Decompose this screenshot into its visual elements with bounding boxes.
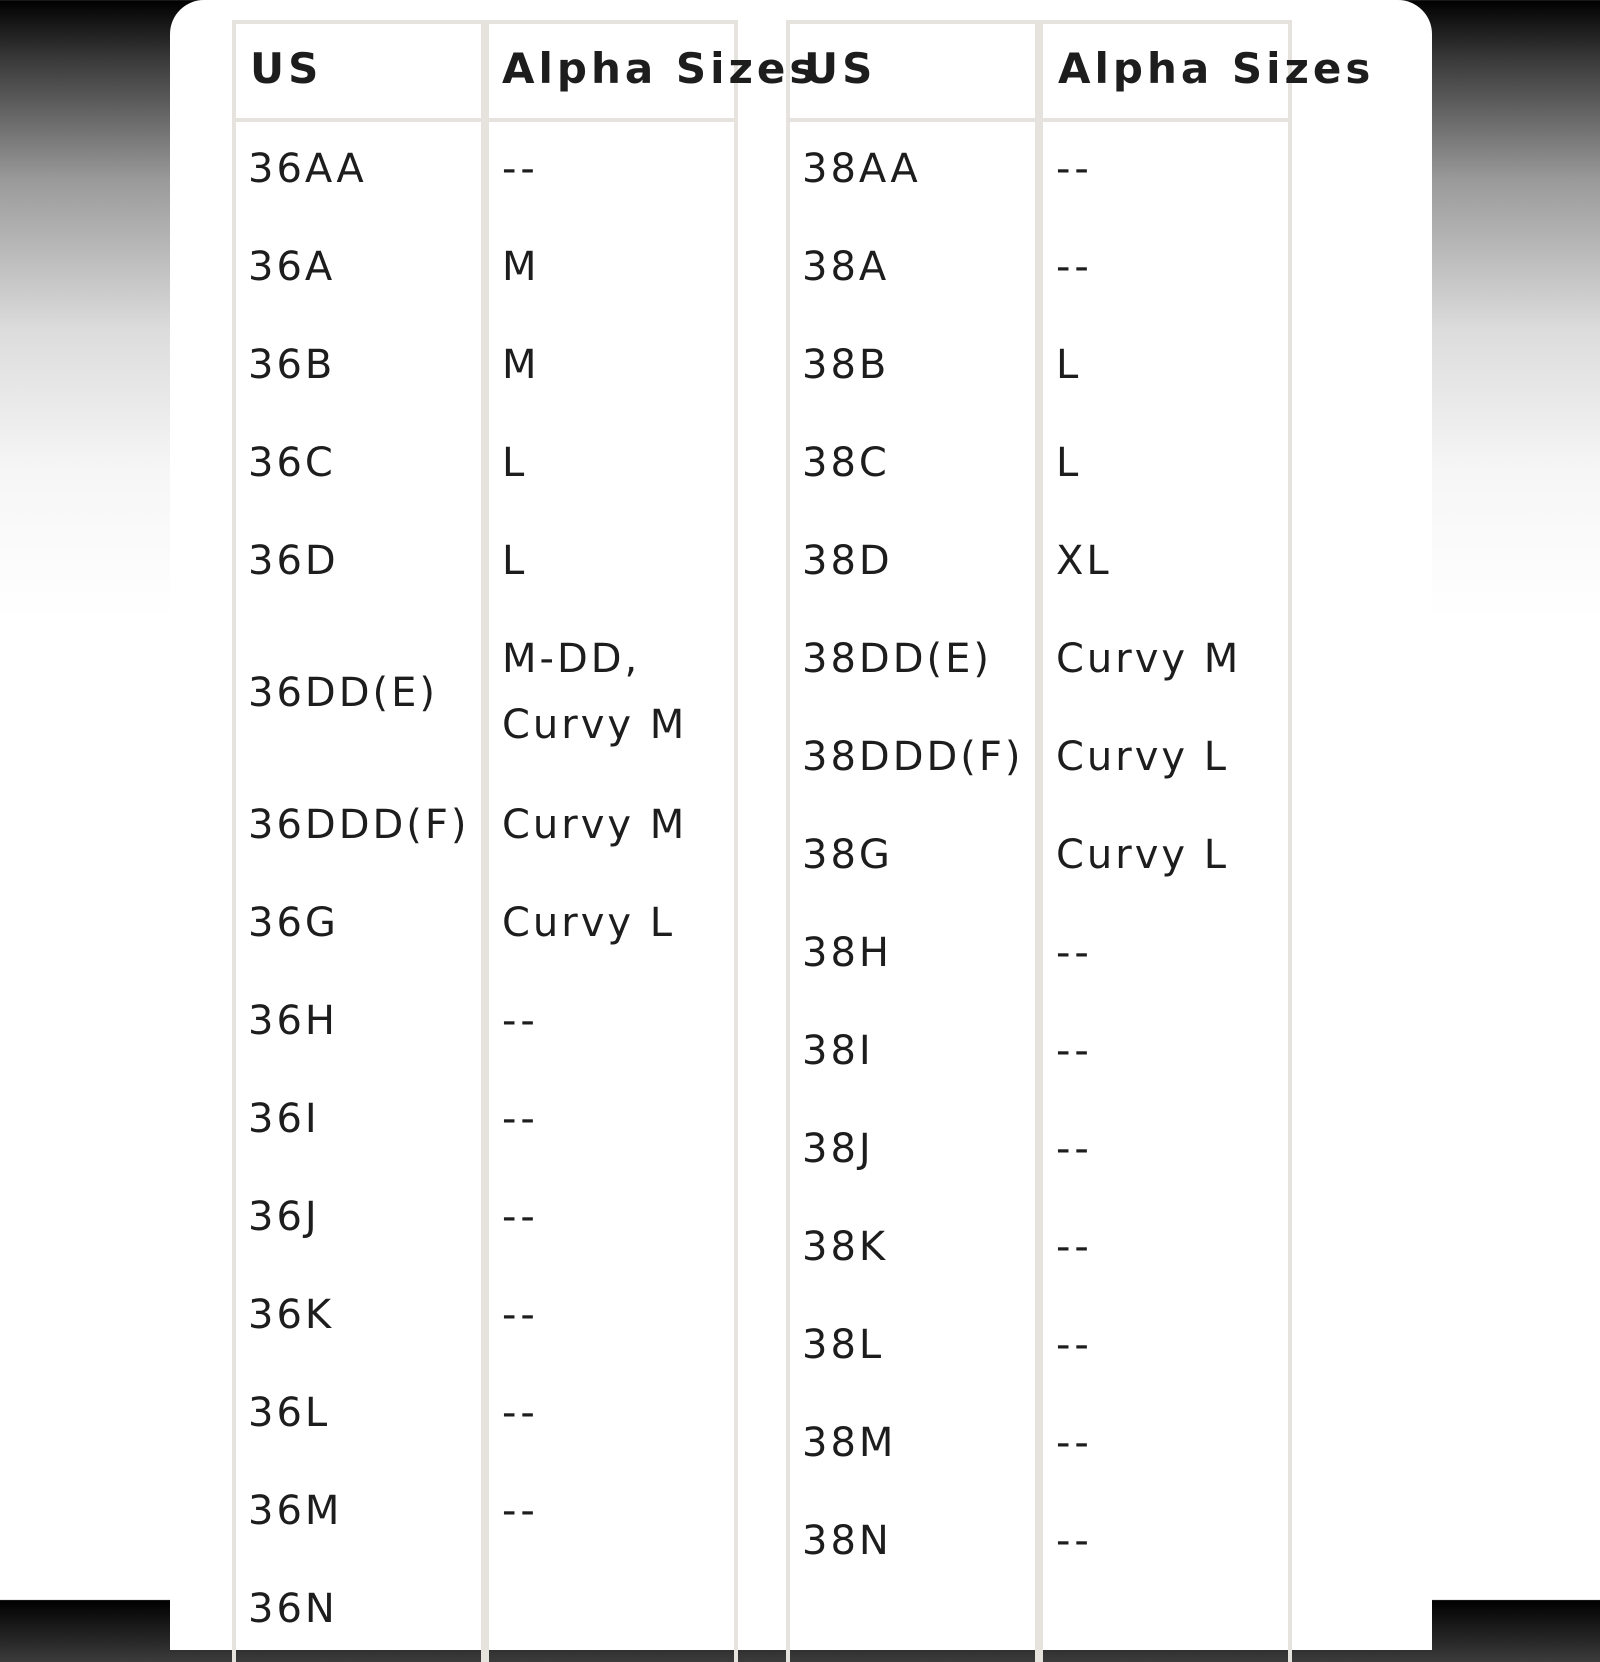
table-1-row-10-us: 36I	[248, 1096, 320, 1142]
table-1-row-9-us: 36H	[248, 998, 338, 1044]
table-1-row-4-alpha: L	[502, 440, 528, 486]
table-1-row-12-alpha: --	[502, 1292, 539, 1338]
table-2-row-14-us: 38M	[802, 1420, 897, 1466]
table-1-row-13-us: 36L	[248, 1390, 331, 1436]
table-1-row-2-alpha: M	[502, 244, 540, 290]
table-1-row-14-us: 36M	[248, 1488, 343, 1534]
table-1-row-8-us: 36G	[248, 900, 339, 946]
table-1-row-2-us: 36A	[248, 244, 336, 290]
table-2-row-4-us: 38C	[802, 440, 890, 486]
table-1-row-11-us: 36J	[248, 1194, 320, 1240]
table-1-row-14-alpha: --	[502, 1488, 539, 1534]
table-2-row-5-us: 38D	[802, 538, 893, 584]
table-2-row-5-alpha: XL	[1056, 538, 1112, 584]
table-2-row-1-us: 38AA	[802, 146, 921, 192]
table-1-header-us: US	[250, 44, 323, 93]
table-1-row-10-alpha: --	[502, 1096, 539, 1142]
table-2-row-9-alpha: --	[1056, 930, 1093, 976]
table-2-row-4-alpha: L	[1056, 440, 1082, 486]
table-1-row-1-us: 36AA	[248, 146, 367, 192]
table-2-row-11-alpha: --	[1056, 1126, 1093, 1172]
table-1-row-12-us: 36K	[248, 1292, 335, 1338]
table-2-row-2-us: 38A	[802, 244, 890, 290]
table-2-top-border	[786, 20, 1292, 24]
table-1-row-6-us: 36DD(E)	[248, 670, 438, 716]
table-2-row-1-alpha: --	[1056, 146, 1093, 192]
table-2-header-alpha: Alpha Sizes	[1058, 44, 1375, 93]
table-2-row-13-alpha: --	[1056, 1322, 1093, 1368]
table-2-row-14-alpha: --	[1056, 1420, 1093, 1466]
table-2-row-10-alpha: --	[1056, 1028, 1093, 1074]
table-1-header-alpha: Alpha Sizes	[502, 44, 819, 93]
table-1-row-11-alpha: --	[502, 1194, 539, 1240]
table-2-row-9-us: 38H	[802, 930, 892, 976]
table-2-row-7-alpha: Curvy L	[1056, 734, 1230, 780]
table-2-row-15-alpha: --	[1056, 1518, 1093, 1564]
table-1-row-6-alpha-line-2: Curvy M	[502, 702, 688, 748]
table-2-row-12-us: 38K	[802, 1224, 889, 1270]
table-1-top-border	[232, 20, 738, 24]
table-1-row-13-alpha: --	[502, 1390, 539, 1436]
table-1-row-6-alpha-line-1: M-DD,	[502, 636, 641, 682]
table-1-row-5-alpha: L	[502, 538, 528, 584]
table-1-row-1-alpha: --	[502, 146, 539, 192]
table-1-row-9-alpha: --	[502, 998, 539, 1044]
table-1-row-7-us: 36DDD(F)	[248, 802, 470, 848]
table-2-row-6-us: 38DD(E)	[802, 636, 992, 682]
table-1-row-3-alpha: M	[502, 342, 540, 388]
table-2-row-8-alpha: Curvy L	[1056, 832, 1230, 878]
table-1-row-3-us: 36B	[248, 342, 336, 388]
table-1-row-4-us: 36C	[248, 440, 336, 486]
table-2-header-divider	[786, 118, 1292, 122]
table-2-row-10-us: 38I	[802, 1028, 874, 1074]
table-1-row-7-alpha: Curvy M	[502, 802, 688, 848]
table-2-row-2-alpha: --	[1056, 244, 1093, 290]
table-2-row-7-us: 38DDD(F)	[802, 734, 1024, 780]
table-2-row-6-alpha: Curvy M	[1056, 636, 1242, 682]
table-1-row-8-alpha: Curvy L	[502, 900, 676, 946]
table-2-row-3-us: 38B	[802, 342, 890, 388]
table-2-row-15-us: 38N	[802, 1518, 892, 1564]
table-2-row-11-us: 38J	[802, 1126, 874, 1172]
table-1-header-divider	[232, 118, 738, 122]
table-2-row-13-us: 38L	[802, 1322, 885, 1368]
table-2-row-8-us: 38G	[802, 832, 893, 878]
table-2-header-us: US	[804, 44, 877, 93]
size-chart-card	[170, 0, 1432, 1650]
table-2-row-12-alpha: --	[1056, 1224, 1093, 1270]
table-1-row-15-us: 36N	[248, 1586, 338, 1632]
table-1-row-5-us: 36D	[248, 538, 339, 584]
table-2-row-3-alpha: L	[1056, 342, 1082, 388]
